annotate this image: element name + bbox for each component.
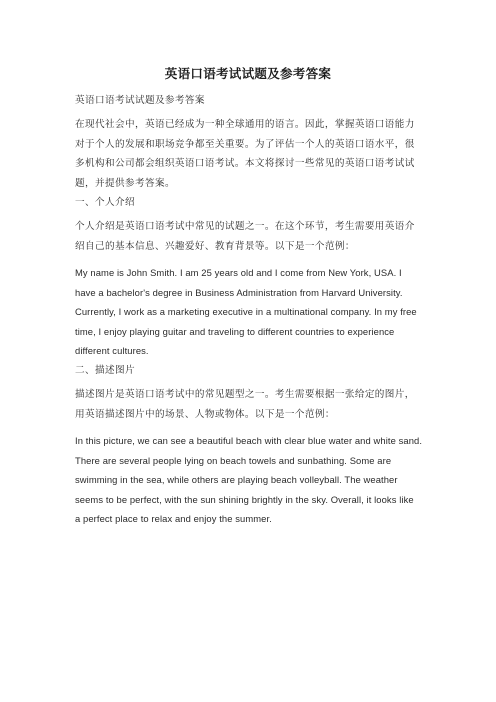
- document-title: 英语口语考试试题及参考答案: [164, 66, 332, 81]
- heading-text: 一、个人介绍: [75, 197, 135, 208]
- example-line: time, I enjoy playing guitar and traveling to different countries to experience: [75, 325, 395, 337]
- paragraph-line: 用英语描述图片中的场景、人物或物体。以下是一个范例：: [75, 408, 335, 420]
- section1-example: [75, 263, 435, 361]
- example-line: There are several people lying on beach towels and sunbathing. Some are: [75, 454, 392, 466]
- example-line: seems to be perfect, with the sun shining brightly in the sky. Overall, it looks like: [75, 493, 414, 505]
- paragraph-line: 对于个人的发展和职场竞争都至关重要。为了评估一个人的英语口语水平，很: [75, 138, 415, 150]
- example-line: Currently, I work as a marketing executive in a multinational company. In my free: [75, 306, 417, 317]
- paragraph-line: 多机构和公司都会组织英语口语考试。本文将探讨一些常见的英语口语考试试: [75, 158, 415, 169]
- paragraph-line: 个人介绍是英语口语考试中常见的试题之一。在这个环节，考生需要用英语介: [75, 221, 415, 232]
- example-line: a perfect place to relax and enjoy the summer.: [75, 513, 272, 524]
- section2-example: [75, 431, 435, 529]
- paragraph-line: 题，并提供参考答案。: [75, 177, 175, 189]
- section-heading-describe-picture: [75, 361, 435, 381]
- intro-paragraph: [75, 115, 435, 193]
- example-line: have a bachelor's degree in Business Administration from Harvard University.: [75, 286, 403, 298]
- heading-text: 二、描述图片: [75, 365, 135, 376]
- example-line: swimming in the sea, while others are playing beach volleyball. The weather: [75, 474, 398, 485]
- paragraph-line: 绍自己的基本信息、兴趣爱好、教育背景等。以下是一个范例：: [75, 240, 355, 252]
- example-line: different cultures.: [75, 345, 149, 356]
- subtitle-line: 英语口语考试试题及参考答案: [75, 95, 205, 106]
- section1-description: [75, 217, 435, 256]
- section2-description: [75, 385, 435, 424]
- section-heading-personal-intro: [75, 193, 435, 213]
- paragraph-line: 在现代社会中，英语已经成为一种全球通用的语言。因此，掌握英语口语能力: [75, 119, 415, 130]
- paragraph-line: 描述图片是英语口语考试中的常见题型之一。考生需要根据一张给定的图片，: [75, 389, 415, 400]
- example-line: In this picture, we can see a beautiful beach with clear blue water and white sand.: [75, 435, 423, 446]
- document-subtitle: [75, 91, 435, 111]
- example-line: My name is John Smith. I am 25 years old and I come from New York, USA. I: [75, 267, 402, 278]
